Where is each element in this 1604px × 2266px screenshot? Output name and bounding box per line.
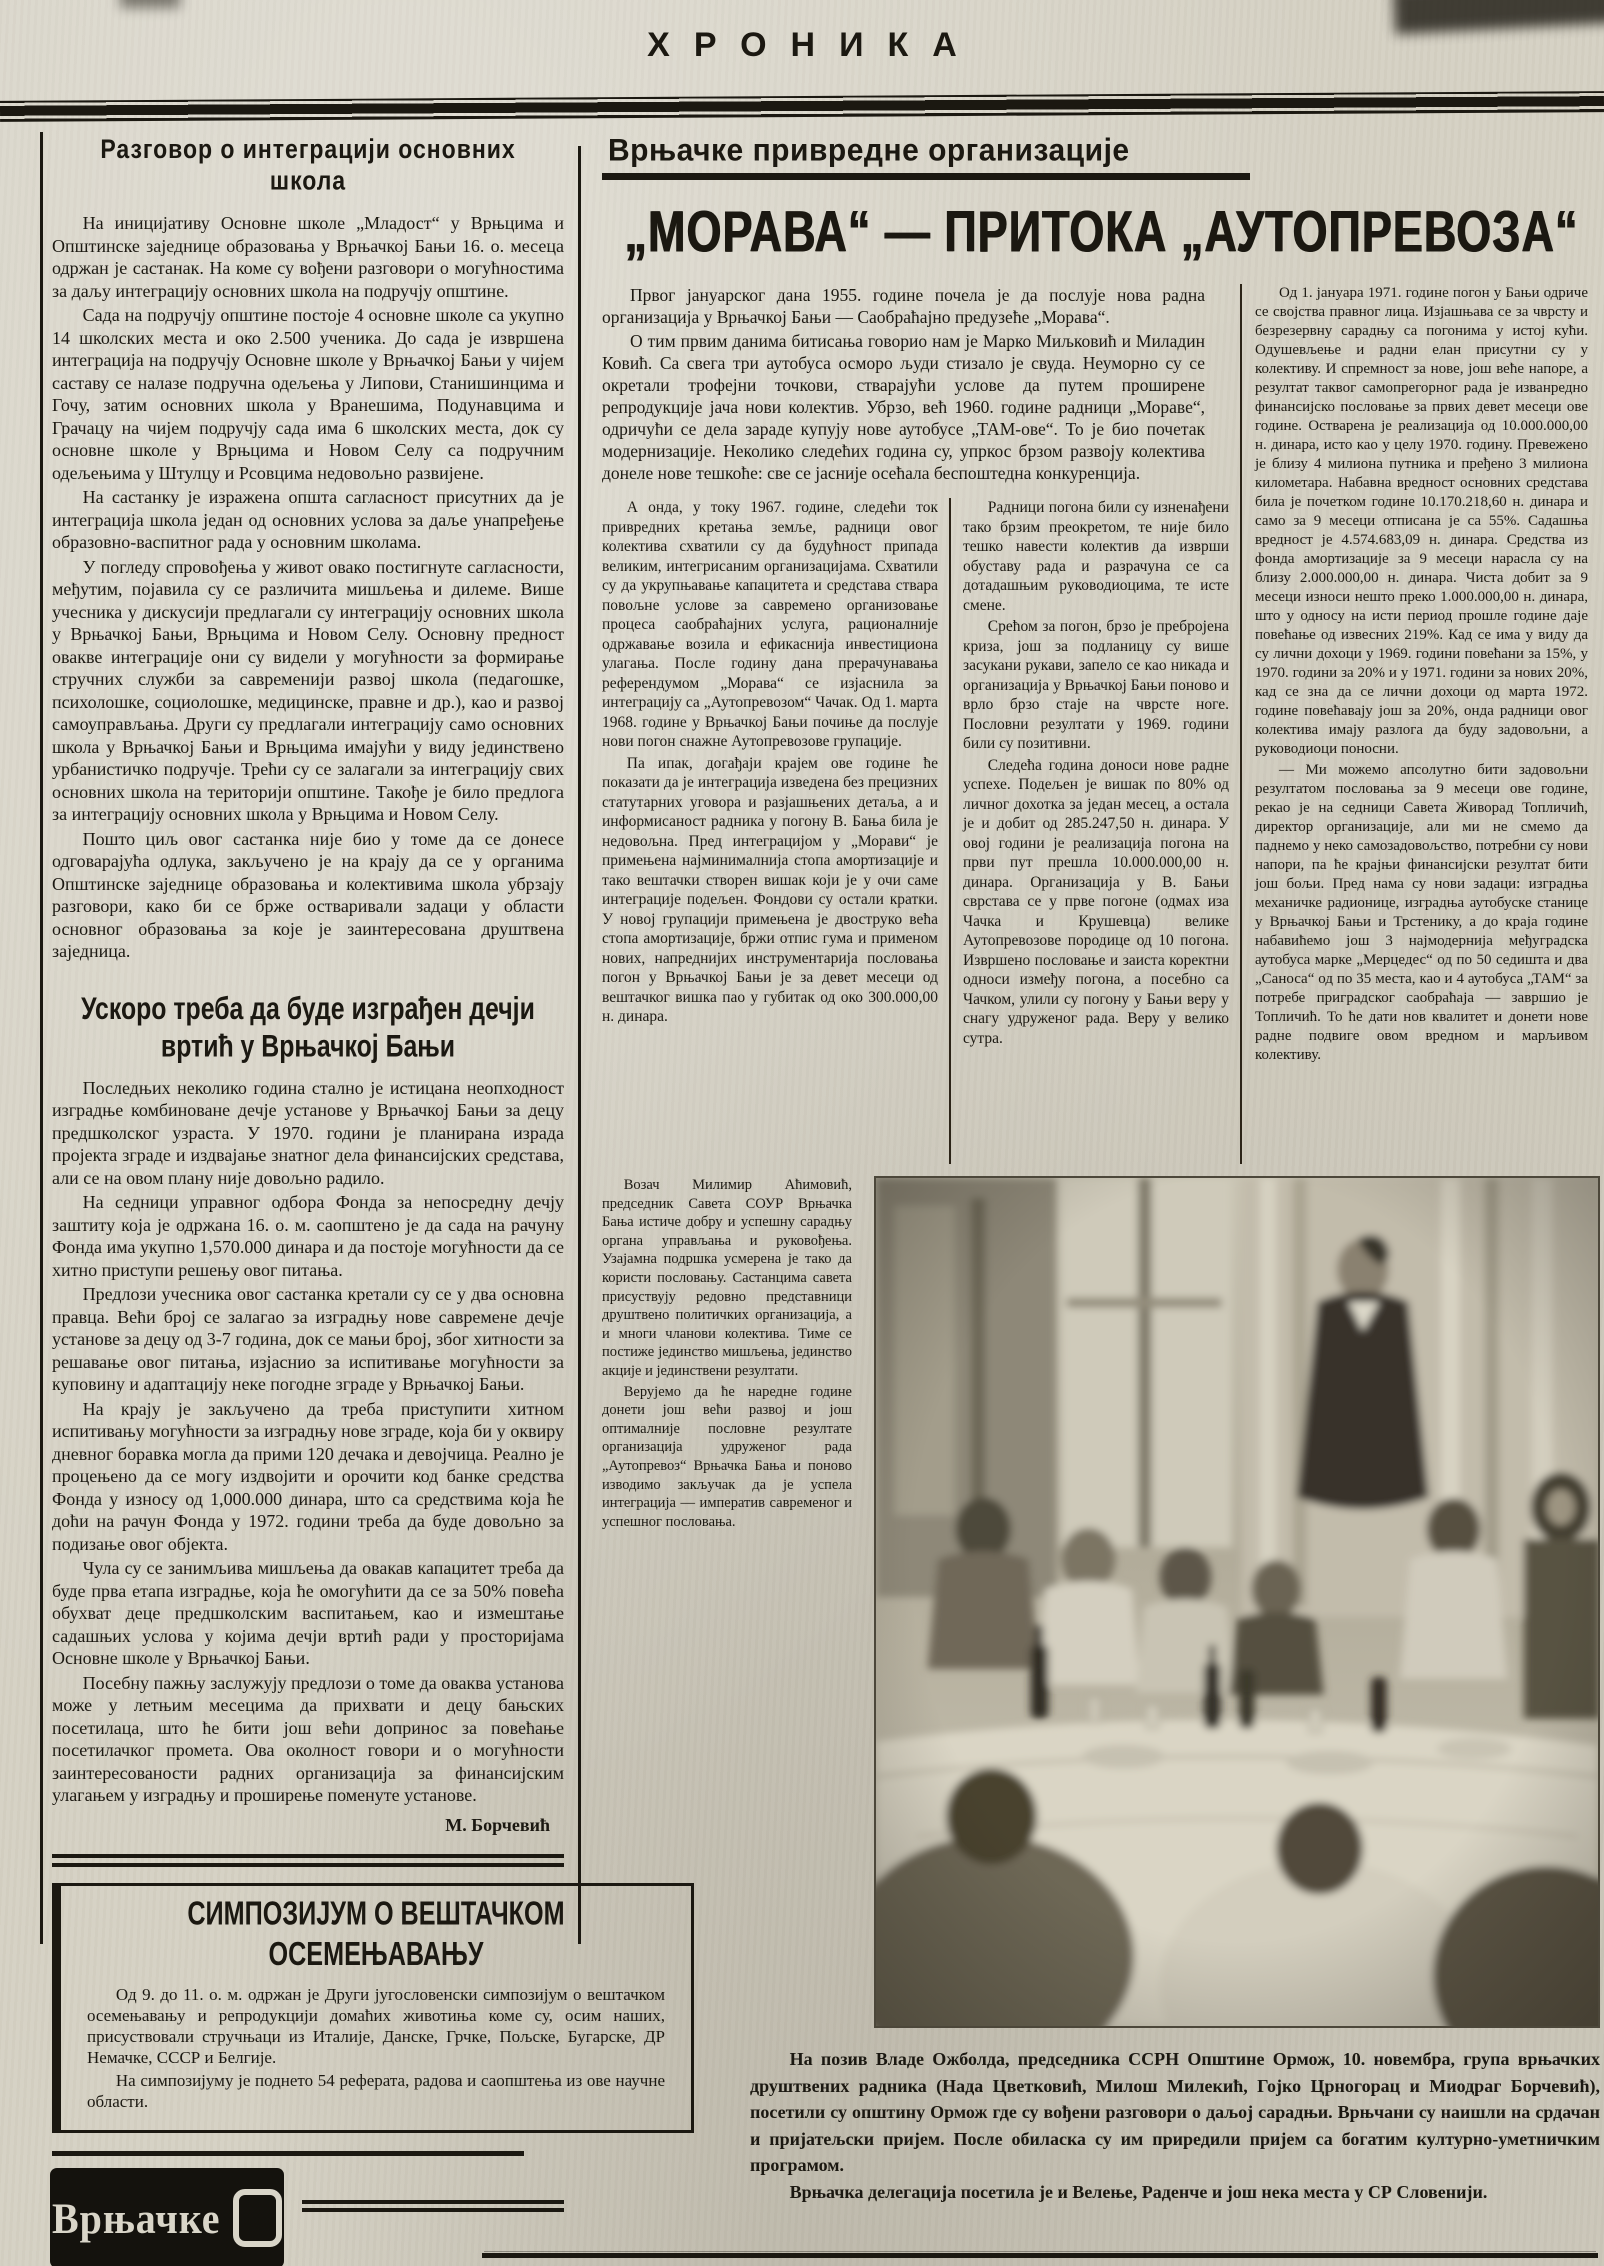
article-paragraph: Последњих неколико година стално је истицана неопходност изградње комбиноване дечје установе у Врњачкој Бањи за децу предшколског узраста. У 1970. години је планирана израда пројекта зграде и издвајање знатног дела финансијских средстава, али се на овом плану није довољно радило. [52,1077,564,1188]
article-paragraph: На седници управног одбора Фонда за непосредну дечју заштиту која је одржана 16. о. м. саопштено је да сада на рачуну Фонда има укупно 1,570.000 динара и да постоје могућности да се хитно приступи решењу овог питања. [52,1192,564,1280]
caption-paragraph: Врњачка делегација посетила је и Велење, Раденче и још нека места у СР Словенији. [789,2181,1488,2202]
article-paragraph: Сада на подручју општине постоје 4 основне школе са укупно 14 школских места и око 2.500 ученика. До сада је извршена интеграција на подручју Основне школе у Врњачкој Бањи у чијем саставу се налазе подручна одељења у Липови, Станишинцима и Гочу, затим основних школа у Вранешима, Подунавцима и Грачацу на чијем подручју сада има 6 школских места, док су основне школе у Врњцима и Новом Селу са подручним одељењима у Штулцу и Рсовцима недовољно развијене. [52,305,564,483]
symposium-title-line: СИМПОЗИЈУМ О ВЕШТАЧКОМ [187,1894,565,1932]
column-divider-rule [578,146,581,1944]
article-paragraph: Пошто циљ овог састанка није био у томе да се донесе одговарајућа одлука, закључено је на крају да се у органима Општинске заједнице образовања и колективима школа убрзају разговори, како би се брже остваривали задаци у области основног образовања за које је заинтересована друштвена заједница. [52,828,564,961]
body-paragraph: Срећом за погон, брзо је пребројена криза, још за подланицу су више засукани рукави, запело се као никада и организација у Врњачкој Бањи поново и врло брзо стаје на чврсте ноге. Пословни резултати у 1969. години били су позитивни. [963,618,1229,752]
symposium-box [52,1883,694,2133]
symposium-paragraph: Од 9. до 11. о. м. одржан је Други југословенски симпозијум о вештачком осемењавању и репродукцији домаћих животиња коме су, осим наших, присуствовали стручњаци из Италије, Данске, Грчке, Пољске, Бугарске, ДР Немачке, СССР и Белгије. [87,1985,665,2067]
article-paragraph: На крају је закључено да треба приступити хитном испитивању могућности за изградњу нове зграде, која би у оквиру дневног боравка могла да прими 120 дечака и девојчица. Реално је процењено да се могу издвојити и орочити код банке средства Фонда у износу од 1,000.000 динара, што са средствима која ће доћи на рачун Фонда у 1972. години треба да буде довољно за подизање овог објекта. [52,1398,564,1554]
logo-top-rule [52,2151,524,2156]
body-paragraph: Радници погона били су изненађени тако брзим преокретом, те није било тешко навести колектив да изврши обуставу рада и разрачуна се са дотадашњим руководиоцима, те исте смене. [963,499,1229,614]
body-paragraph: Од 1. јануара 1971. године погон у Бањи одриче се својства правног лица. Изјашњава се за чврсту и безрезервну сарадњу са погонима у истој кући. Одушевљење и радни елан присутни су у колективу. И спремност за нове, још веће напоре, а резултат таквог самопрегорног рада је изванредно финансијско пословање за првих девет месеци ове године. Остварена је реализација од 10.000.000,00 н. динара, исто као у целу 1970. годину. Превежено је близу 4 милиона путника и пређено 3 милиона километара. Набавна вредност основних средстава била је почетком године 10.170.218,60 н. динара и само за 9 месеци отписана је са 55%. Садашња вредност је 4.574.683,09 н. динара. Средства из фонда амортизације за 9 месеци нарасла су на близу 2.000.000,00 н. динара. Чиста добит за 9 месеци износи нешто преко 1.000.000,00 н. динара, што у односу на исти период прошле године даје повећање од извесних 219%. Кад се има у виду да су лични дохоци у 1969. години повећани за 15%, у 1970. години за 20% и у 1971. години за нових 20%, кад се зна да се лични дохоци од марта 1972. године повећавају још за 20%, онда радници овог колектива имају разлога да буду задовољни, а руководиоци поносни. [1255,285,1588,757]
meeting-photo [874,1176,1600,2028]
article-title: Разговор о интеграцији основних школа [100,134,516,197]
symposium-title-line: ОСЕМЕЊАВАЊУ [268,1935,484,1973]
meeting-photo-image [876,1178,1598,2026]
symposium-title [116,1893,636,1975]
article-school-integration [52,134,564,965]
main-article-region [602,134,1600,2205]
newspaper-logo [52,2170,282,2266]
kicker-block [602,134,1250,180]
body-column-a [602,498,938,1164]
body-column-b [949,498,1229,1164]
lead-paragraph: Првог јануарског дана 1955. године почела је да послује нова радна организација у Врњачкој Бањи — Саобраћајно предузеће „Морава“. [602,285,1205,327]
body-paragraph: — Ми можемо апсолутно бити задовољни резултатом пословања за 9 месеци ове године, рекао је на седници Савета Живорад Топличић, директор организације, али ми не смемо да паднемо у неко самозадовољство, потребни су нови напори, па ће крајњи финансијски резултат бити још бољи. Пред нама су нови задаци: изградња механичке радионице, изградња аутобуске станице у Врњачкој Бањи и Трстенику, а до краја године набавићемо још 3 најмодернија међуградска аутобуса марке „Мерцедес“ од по 50 седишта и два „Саноса“ од по 35 места, као и 4 аутобуса „ТАМ“ за потребе приградског саобраћаја — завршио је Топличић. То ће дати нов квалитет и донети нове радне подвиге овом вредном и марљивом колективу. [1255,762,1588,1063]
logo-screen-icon [233,2189,282,2247]
body-paragraph: Следећа година доноси нове радне успехе. Подељен је вишак по 80% од личног дохотка за један месец, а остала је и добит од 285.247,50 н. динара. У овој години је реализација погона на први пут прешла 10.000.000,00 н. динара. Организација у В. Бањи сврстава се у прве погоне (одмах иза Чачка и Крушевца) велике Аутопревозове породице од 10 погона. Извршено пословање и заиста коректни односи између погона, а посебно са Чачком, улили су погону у Бањи веру у снагу удруженог рада. Веру у велико сутра. [963,756,1229,1047]
photo-row [602,1176,1600,2028]
article-paragraph: На састанку је изражена општа сагласност присутних да је интеграција школа један од основних услова за даље унапређење образовно-васпитног рада у основним школама. [52,487,564,552]
body-paragraph: Верујемо да ће наредне године донети још већи развој и још оптималније пословне резултате организација удруженог рада „Аутопревоз“ Врњачка Бања и поново изводимо закључак да је успела интеграција — императив савременог и успешног пословања. [602,1383,852,1530]
article-title-line: Ускоро треба да буде изграђен дечји [81,990,535,1026]
scan-smudge [120,0,180,8]
main-headline: „МОРАВА“ — ПРИТОКА „АУТОПРЕВОЗА“ [624,198,1578,265]
masthead-logo-row [52,2170,564,2266]
kicker: Врњачке привредне организације [608,133,1130,168]
article-paragraph: Посебну пажњу заслужују предлози о томе да оваква установа може у летњим месецима да прихвати и децу бањских посетилаца, што ће бити још већи допринос за повећање посетилачког промета. Ова околност говори и о могућности заинтересованости радних организација за финансијским улагањем у изградњу и проширење поменуте установе. [52,1672,564,1805]
article-body [602,284,1600,1164]
article-paragraph: Предлози учесника овог састанка кретали су се у два основна правца. Већи број се залагао за изградњу нове савремене дечје установе за децу од 3-7 година, док се мањи број, због хитности за решавање овог питања, изјаснио за испитивање могућности за куповину и адаптацију неке погодне зграде у Врњачкој Бањи. [52,1284,564,1394]
left-column [52,134,665,2266]
symposium-paragraph: На симпозијуму је поднето 54 реферата, радова и саопштења из ове научне области. [87,2071,665,2111]
masthead-rule [0,91,1604,122]
article-paragraph: Чула су се занимљива мишљења да овакав капацитет треба да буде прва етапа изградње, која ће омогућити да се за 50% повећа обухват деце предшколским васпитањем, као и измештање садашњих услова у којима дечји вртић ради у просторијама Основне школе у Врњачкој Бањи. [52,1558,564,1668]
logo-text: Врњачке [52,2193,221,2243]
page-bottom-rule [482,2253,1598,2258]
lead-paragraph: О тим првим данима битисања говорио нам је Марко Миљковић и Миладин Ковић. Са свега три аутобуса осморо људи стизало је свуда. Неуморно су се окретали трофејни точкови, стварајући услове да путем проширене репродукције јача нови колектив. Убрзо, већ 1960. године радници „Мораве“, одричући се дела зараде купују нове аутобусе „ТАМ-ове“. То је био почетак модернизације. Неколико следећих година су, упркос брзом развоју колектива донеле нове тешкоће: све се јасније осећала беспоштедна конкуренција. [602,331,1205,483]
body-paragraph: Па ипак, догађаји крајем ове године ће показати да је интеграција изведена без прецизних статутарних уговора и разјашњених детаља, а и информисаност радника у погону В. Бања била је недовољна. Пред интеграцијом у „Морави“ је примењена најминималнија стопа амортизације и тако вештачки створен вишак који је у очи саме интеграције подељен. Фондови су остали кратки. У новој групацији примењена је двоструко већа стопа амортизације, бржи отпис гума и применом нових, напреднијих инструментарија пословања погон у Врњачкој Бањи је за девет месеци од вештачког вишка пао у губитак од око 300.000,00 н. динара. [602,754,938,1025]
body-paragraph: Возач Милимир Аћимовић, председник Савета СОУР Врњачка Бања истиче добру и успешну сарадњу органа управљања и руковођења. Узајамна подршка усмерена је тако да користи пословању. Састанцима савета присуствују редовно представници друштвено политичких организација, а и многи чланови колектива. Тиме се постиже јединство мишљења, јединство акције и јединствени резултати. [602,1177,852,1379]
body-column-right [1240,284,1588,1164]
photo-caption [750,2046,1600,2205]
logo-side-rule [302,2200,564,2212]
caption-paragraph: На позив Владе Ожболда, председника ССРН Општине Ормож, 10. новембра, група врњачких друштвених радника (Нада Цветковић, Милош Милекић, Гојко Црногорац и Миодраг Борчевић), посетили су општину Ормож где су вођени разговори о даљој сарадњи. Врњчани су наишли на срдачан и пријатељски пријем. После обиласка су им приредили пријем са богатим културно-уметничким програмом. [750,2049,1600,2175]
section-title: ХРОНИКА [647,26,981,64]
article-kindergarten [52,965,564,1836]
article-paragraph: У погледу спровођења у живот овако постигнуте сагласности, међутим, појавила су се различита мишљења и дилеме. Више учесника у дискусији предлагали су интеграцију основних школа у Врњачкој Бањи, Врњцима и Новом Селу. Основну предност овакве интеграције они су видели у могућности за формирање стручних служби за савременији развој школа (педагошке, психолошке, социолошке, медицинске, правне и др.), као и развој самоуправљања. Други су предлагали интеграцију само основних школа у Врњачкој Бањи и Врњцима имајући у виду јединствено урбанистичко подручје. Трећи су се залагали за интеграцију свих основних школа на територији општине. Такође је било предлога за интеграцију основних школа у Врњцима и Новом Селу. [52,556,564,824]
section-separator-rule [52,1854,564,1867]
left-edge-rule [40,132,43,1944]
article-title-line: вртић у Врњачкој Бањи [160,1028,456,1064]
lead-block [602,284,1229,498]
byline: М. Борчевић [445,1814,550,1835]
body-paragraph: А онда, у току 1967. године, следећи ток привредних кретања земље, радници овог колектива схватили су да будућност припада великим, интегрисаним организацијама. Схватили су да укрупњавање капацитета и средстава ствара повољне услове за савремено организовање процеса саобраћајних услуга, рационалније одржавање возила и ефикаснија инвестициона улагања. После годину дана прерачунавања референдумом „Морава“ се изјаснила за интеграцију са „Аутопревозом“ Чачак. Од 1. марта 1968. године у Врњачкој Бањи почиње да послује нови погон снажне Аутопревозове групације. [602,499,938,750]
kicker-rule [602,173,1250,180]
article-title [72,990,543,1066]
article-paragraph: На иницијативу Основне школе „Младост“ у Врњцима и Општинске заједнице образовања у Врњачкој Бањи 16. о. месеца одржан је састанак. На коме су вођени разговори о могућностима за даљу интеграцију основних школа на подручју општине. [52,213,564,301]
